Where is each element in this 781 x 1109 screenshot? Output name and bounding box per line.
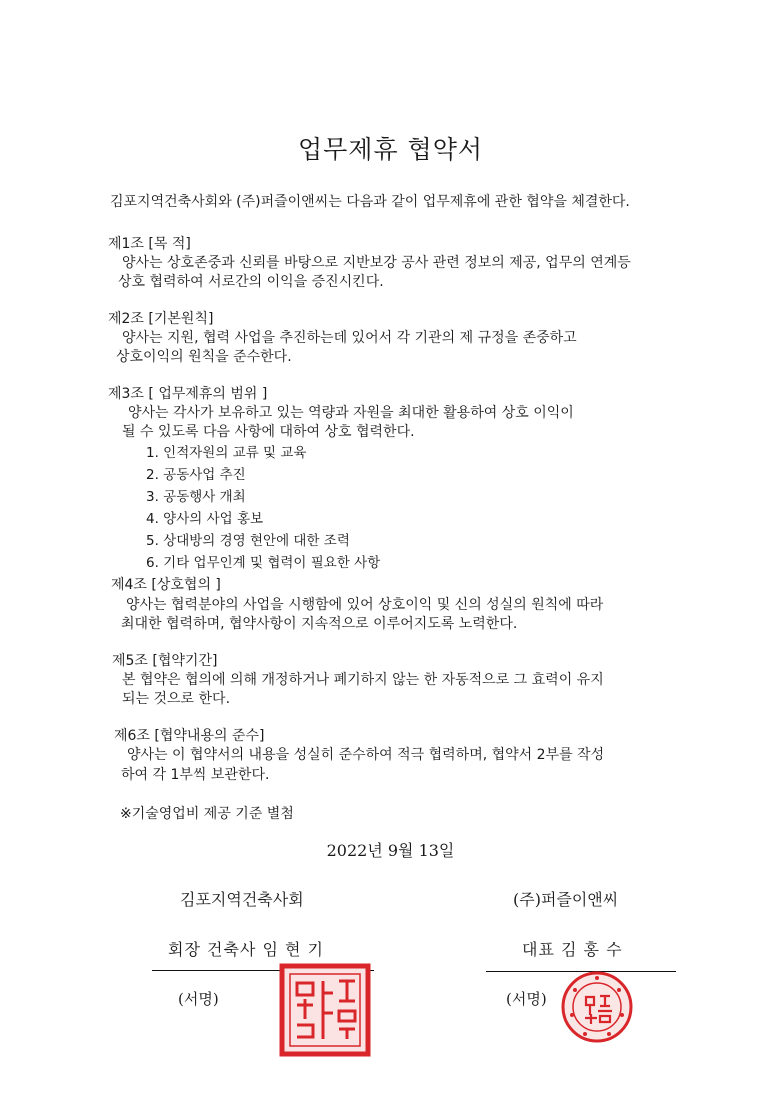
article-5-heading: 제5조 [협약기간] bbox=[112, 653, 218, 669]
article-3-line-2: 될 수 있도록 다음 사항에 대하여 상호 협력한다. bbox=[122, 424, 415, 440]
signing-date: 2022년 9월 13일 bbox=[326, 841, 455, 860]
left-square-seal-icon bbox=[279, 963, 371, 1057]
article-1-heading: 제1조 [목 적] bbox=[108, 236, 191, 252]
article-4-line-2: 최대한 협력하며, 협약사항이 지속적으로 이루어지도록 노력한다. bbox=[121, 616, 518, 632]
article-5-line-1: 본 협약은 협의에 의해 개정하거나 폐기하지 않는 한 자동적으로 그 효력이 유지 bbox=[122, 672, 604, 688]
left-party-name: 김포지역건축사회 bbox=[180, 890, 304, 909]
article-2-heading: 제2조 [기본원칙] bbox=[108, 311, 214, 327]
article-3-line-1: 양사는 각사가 보유하고 있는 역량과 자원을 최대한 활용하여 상호 이익이 bbox=[128, 405, 574, 421]
article-3-item-5: 5. 상대방의 경영 현안에 대한 조력 bbox=[146, 533, 350, 549]
article-2-line-1: 양사는 지원, 협력 사업을 추진하는데 있어서 각 기관의 제 규정을 존중하고 bbox=[122, 330, 577, 346]
left-party-representative: 회장 건축사 임 현 기 bbox=[168, 940, 324, 959]
article-6-line-1: 양사는 이 협약서의 내용을 성실히 준수하여 적극 협력하며, 협약서 2부를 작성 bbox=[127, 747, 605, 763]
intro-paragraph: 김포지역건축사회와 (주)퍼즐이앤씨는 다음과 같이 업무제휴에 관한 협약을 체결한다. bbox=[110, 194, 630, 210]
article-1-line-1: 양사는 상호존중과 신뢰를 바탕으로 지반보강 공사 관련 정보의 제공, 업무의 연계등 bbox=[122, 255, 631, 271]
article-2-line-2: 상호이익의 원칙을 준수한다. bbox=[116, 349, 292, 365]
right-party-name: (주)퍼즐이앤씨 bbox=[513, 890, 619, 909]
article-3-item-2: 2. 공동사업 추진 bbox=[146, 467, 246, 483]
document-title: 업무제휴 협약서 bbox=[298, 135, 483, 164]
article-1-line-2: 상호 협력하여 서로간의 이익을 증진시킨다. bbox=[118, 274, 384, 290]
article-4-heading: 제4조 [상호협의 ] bbox=[111, 577, 221, 593]
article-6-heading: 제6조 [협약내용의 준수] bbox=[114, 728, 265, 744]
article-3-heading: 제3조 [ 업무제휴의 범위 ] bbox=[108, 386, 268, 402]
article-5-line-2: 되는 것으로 한다. bbox=[122, 691, 231, 707]
left-sign-label: (서명) bbox=[178, 990, 219, 1008]
right-party-representative: 대표 김 홍 수 bbox=[522, 940, 623, 959]
article-3-item-3: 3. 공동행사 개최 bbox=[146, 489, 246, 505]
article-3-item-4: 4. 양사의 사업 홍보 bbox=[146, 511, 264, 527]
article-4-line-1: 양사는 협력분야의 사업을 시행함에 있어 상호이익 및 신의 성실의 원칙에 따라 bbox=[126, 597, 604, 613]
article-3-item-1: 1. 인적자원의 교류 및 교육 bbox=[146, 445, 307, 461]
article-6-line-2: 하여 각 1부씩 보관한다. bbox=[121, 767, 270, 783]
article-3-item-6: 6. 기타 업무인계 및 협력이 필요한 사항 bbox=[146, 555, 381, 571]
right-round-seal-icon bbox=[560, 970, 634, 1044]
right-sign-label: (서명) bbox=[506, 990, 547, 1008]
attachment-note: ※기술영업비 제공 기준 별첨 bbox=[120, 806, 294, 822]
